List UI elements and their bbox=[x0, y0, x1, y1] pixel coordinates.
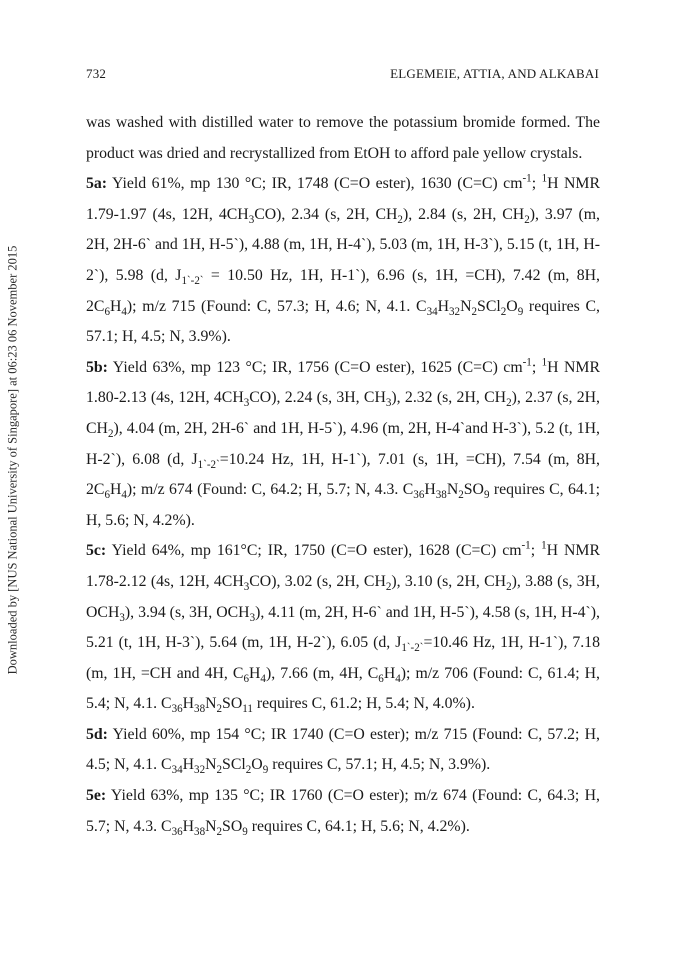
compound-entry bbox=[86, 781, 600, 842]
compound-entry bbox=[86, 536, 600, 720]
download-note: Downloaded by [NUS National University of Singapore] at 06:23 06 November 2015 bbox=[5, 245, 20, 675]
running-head-authors: ELGEMEIE, ATTIA, AND ALKABAI bbox=[390, 66, 599, 81]
compound-data: Yield 61%, mp 130 °C; IR, 1748 (C=O ester), 1630 (C=C) $cm^{-1}$; $^1$H NMR 1.79-1.97 (4s, 12H, $4CH_3CO$), 2.34 (s, 2H, $CH_2$), 2.84 (s, 2H, $CH_2$), 3.97 (m, 2H, 2H-6` and 1H, H-5`), 4.88 (m, 1H, H-4`), 5.03 (m, 1H, H-3`), 5.15 (t, 1H, H-2`), 5.98 (d, $J_{1`-2`} = 10.50$ Hz, 1H, H-1`), 6.96 (s, 1H, =CH), 7.42 (m, 8H, $2C_6H_4$); m/z 715 (Found: C, 57.3; H, 4.6; N, 4.1. $C_{34}H_{32}N_2SCl_2O_9$ requires C, 57.1; H, 4.5; N, 3.9%). bbox=[86, 172, 601, 346]
compound-label: 5a: bbox=[86, 175, 108, 193]
intro-paragraph: was washed with distilled water to remove the potassium bromide formed. The product was dried and recrystallized from EtOH to afford pale yellow crystals. bbox=[86, 114, 600, 162]
compound-entry bbox=[86, 169, 600, 353]
compound-data: Yield 63%, mp 135 °C; IR 1760 (C=O ester); m/z 674 (Found: C, 64.3; H, 5.7; N, 4.3. $C_{36}H_{38}N_2SO_9$ requires C, 64.1; H, 5.6; N, 4.2%). bbox=[86, 787, 600, 838]
compound-label: 5d: bbox=[86, 725, 108, 743]
article-body bbox=[86, 108, 600, 842]
compound-data: Yield 63%, mp 123 °C; IR, 1756 (C=O ester), 1625 (C=C) $cm^{-1}$; $^1$H NMR 1.80-2.13 (4s, 12H, $4CH_3CO$), 2.24 (s, 3H, $CH_3$), 2.32 (s, 2H, $CH_2$), 2.37 (s, 2H, $CH_2$), 4.04 (m, 2H, 2H-6` and 1H, H-5`), 4.96 (m, 2H, H-4`and H-3`), 5.2 (t, 1H, H-2`), 6.08 (d, $J_{1`-2`}=10.24$ Hz, 1H, H-1`), 7.01 (s, 1H, =CH), 7.54 (m, 8H, $2C_6H_4$); m/z 674 (Found: C, 64.2; H, 5.7; N, 4.3. $C_{36}H_{38}N_2SO_9$ requires C, 64.1; H, 5.6; N, 4.2%). bbox=[86, 356, 601, 529]
page-number: 732 bbox=[86, 66, 107, 81]
compound-data: Yield 60%, mp 154 °C; IR 1740 (C=O ester); m/z 715 (Found: C, 57.2; H, 4.5; N, 4.1. $C_{34}H_{32}N_2SCl_2O_9$ requires C, 57.1; H, 4.5; N, 3.9%). bbox=[86, 725, 600, 777]
compound-label: 5b: bbox=[86, 358, 108, 376]
compound-entry bbox=[86, 720, 600, 781]
compound-label: 5c: bbox=[86, 542, 107, 560]
compound-label: 5e: bbox=[86, 787, 107, 805]
compound-entry bbox=[86, 353, 600, 537]
compound-entries bbox=[86, 169, 600, 842]
compound-data: Yield 64%, mp 161°C; IR, 1750 (C=O ester), 1628 (C=C) $cm^{-1}$; $^1$H NMR 1.78-2.12 (4s, 12H, $4CH_3CO$), 3.02 (s, 2H, $CH_2$), 3.10 (s, 2H, $CH_2$), 3.88 (s, 3H, $OCH_3$), 3.94 (s, 3H, $OCH_3$), 4.11 (m, 2H, H-6` and 1H, H-5`), 4.58 (s, 1H, H-4`), 5.21 (t, 1H, H-3`), 5.64 (m, 1H, H-2`), 6.05 (d, $J_{1`-2`}=10.46$ Hz, 1H, H-1`), 7.18 (m, 1H, =CH and 4H, $C_6H_4$), 7.66 (m, 4H, $C_6H_4$); m/z 706 (Found: C, 61.4; H, 5.4; N, 4.1. $C_{36}H_{38}N_2SO_{11}$ requires C, 61.2; H, 5.4; N, 4.0%). bbox=[86, 540, 600, 716]
page-header bbox=[86, 66, 599, 86]
download-watermark bbox=[2, 220, 24, 700]
